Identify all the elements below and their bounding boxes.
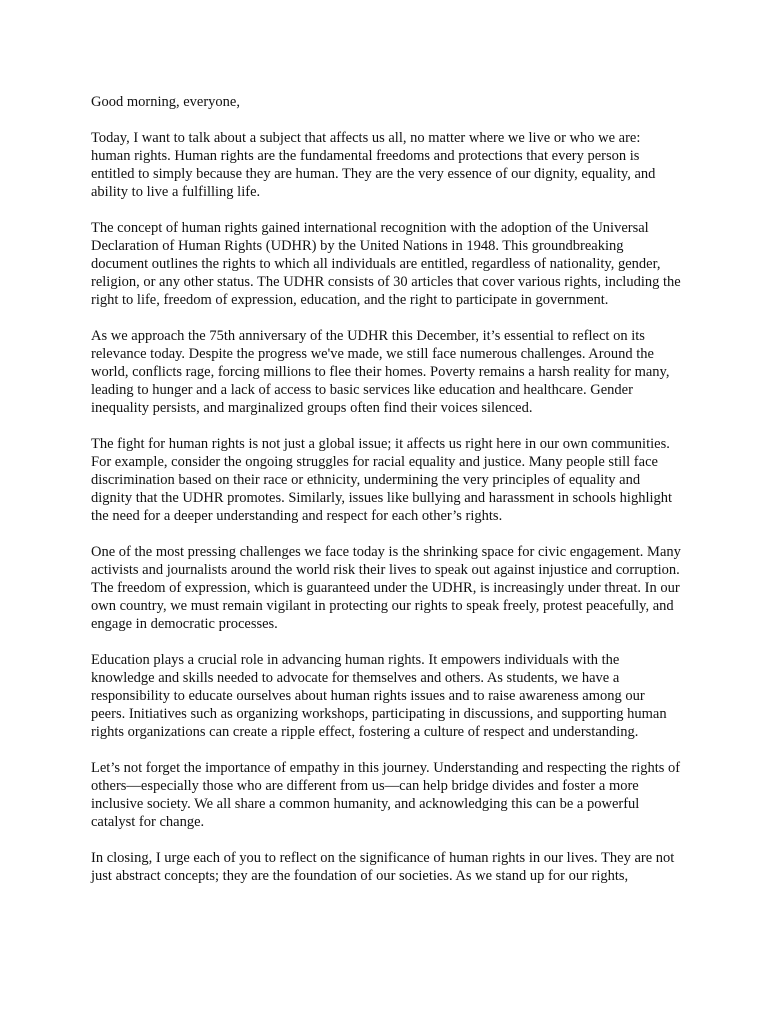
education-paragraph: Education plays a crucial role in advancing human rights. It empowers individuals with the knowledge and skills needed to advocate for themselves and others. As students, we have a responsibility to educate ourselves about human rights issues and to raise awareness among our peers. Initiatives such as organizing workshops, participating in discussions, and supporting human rights organizations can create a ripple effect, fostering a culture of respect and understanding. xyxy=(91,652,667,740)
greeting-paragraph: Good morning, everyone, xyxy=(91,94,240,110)
civic-engagement-paragraph: One of the most pressing challenges we face today is the shrinking space for civic engagement. Many activists and journalists around the world risk their lives to speak out against injustice and corruption. The freedom of expression, which is guaranteed under the UDHR, is increasingly under threat. In our own country, we must remain vigilant in protecting our rights to speak freely, protest peacefully, and engage in democratic processes. xyxy=(91,544,681,632)
anniversary-paragraph: As we approach the 75th anniversary of the UDHR this December, it’s essential to reflect on its relevance today. Despite the progress we've made, we still face numerous challenges. Around the world, conflicts rage, forcing millions to flee their homes. Poverty remains a harsh reality for many, leading to hunger and a lack of access to basic services like education and healthcare. Gender inequality persists, and marginalized groups often find their voices silenced. xyxy=(91,328,670,416)
empathy-paragraph: Let’s not forget the importance of empathy in this journey. Understanding and respecting the rights of others—especially those who are different from us—can help bridge divides and foster a more inclusive society. We all share a common humanity, and acknowledging this can be a powerful catalyst for change. xyxy=(91,760,681,830)
closing-paragraph: In closing, I urge each of you to reflect on the significance of human rights in our lives. They are not just abstract concepts; they are the foundation of our societies. As we stand up for our rights, xyxy=(91,850,675,884)
local-issues-paragraph: The fight for human rights is not just a global issue; it affects us right here in our own communities. For example, consider the ongoing struggles for racial equality and justice. Many people still face discrimination based on their race or ethnicity, undermining the very principles of equality and dignity that the UDHR promotes. Similarly, issues like bullying and harassment in schools highlight the need for a deeper understanding and respect for each other’s rights. xyxy=(91,436,673,524)
speech-body xyxy=(91,93,681,903)
udhr-history-paragraph: The concept of human rights gained international recognition with the adoption of the Universal Declaration of Human Rights (UDHR) by the United Nations in 1948. This groundbreaking document outlines the rights to which all individuals are entitled, regardless of nationality, gender, religion, or any other status. The UDHR consists of 30 articles that cover various rights, including the right to life, freedom of expression, education, and the right to participate in government. xyxy=(91,220,681,308)
intro-paragraph: Today, I want to talk about a subject that affects us all, no matter where we live or who we are: human rights. Human rights are the fundamental freedoms and protections that every person is entitled to simply because they are human. They are the very essence of our dignity, equality, and ability to live a fulfilling life. xyxy=(91,130,656,200)
